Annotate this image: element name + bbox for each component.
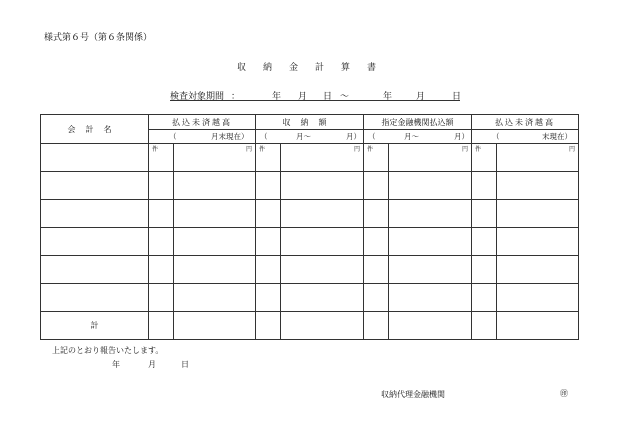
subheader-bank-paid: （ 月～ 月） bbox=[364, 130, 472, 144]
count-cell[interactable] bbox=[256, 256, 281, 284]
document-title: 収納金計算書 bbox=[236, 63, 393, 73]
count-cell[interactable] bbox=[364, 284, 389, 312]
unit-yen-label: 円 bbox=[497, 144, 579, 172]
report-year: 年 bbox=[112, 360, 120, 369]
count-cell[interactable] bbox=[256, 200, 281, 228]
period-start-day: 日 bbox=[323, 92, 333, 102]
count-cell[interactable] bbox=[149, 312, 174, 340]
amount-cell[interactable] bbox=[174, 284, 256, 312]
amount-cell[interactable] bbox=[389, 256, 472, 284]
count-cell[interactable] bbox=[256, 284, 281, 312]
count-cell[interactable] bbox=[256, 228, 281, 256]
account-cell[interactable] bbox=[41, 144, 149, 172]
table-row bbox=[41, 200, 579, 228]
period-start-month: 月 bbox=[298, 92, 308, 102]
count-cell[interactable] bbox=[364, 312, 389, 340]
count-cell[interactable] bbox=[472, 228, 497, 256]
total-label: 計 bbox=[41, 312, 149, 340]
account-cell[interactable] bbox=[41, 228, 149, 256]
header-unpaid-prev: 払込未済越高 bbox=[149, 115, 256, 130]
subheader-collected: （ 月～ 月） bbox=[256, 130, 364, 144]
amount-cell[interactable] bbox=[281, 312, 364, 340]
period-end-month: 月 bbox=[416, 92, 426, 102]
count-cell[interactable] bbox=[256, 312, 281, 340]
count-cell[interactable] bbox=[149, 172, 174, 200]
amount-cell[interactable] bbox=[497, 284, 579, 312]
amount-cell[interactable] bbox=[389, 312, 472, 340]
table-row bbox=[41, 172, 579, 200]
period-tilde: ～ bbox=[340, 92, 350, 102]
unit-yen-label: 円 bbox=[281, 144, 364, 172]
total-row bbox=[41, 312, 579, 340]
count-cell[interactable] bbox=[364, 200, 389, 228]
amount-cell[interactable] bbox=[389, 200, 472, 228]
count-cell[interactable] bbox=[256, 172, 281, 200]
period-start-year: 年 bbox=[272, 92, 282, 102]
period-colon: ： bbox=[231, 92, 241, 102]
amount-cell[interactable] bbox=[281, 228, 364, 256]
period-label: 検査対象期間 bbox=[170, 92, 225, 102]
amount-cell[interactable] bbox=[497, 200, 579, 228]
agent-bank-label: 収納代理金融機関 bbox=[381, 390, 445, 399]
amount-cell[interactable] bbox=[389, 172, 472, 200]
count-cell[interactable] bbox=[149, 228, 174, 256]
table-row bbox=[41, 228, 579, 256]
unit-count-label: 件 bbox=[472, 144, 497, 172]
count-cell[interactable] bbox=[364, 172, 389, 200]
period-underline bbox=[170, 100, 460, 101]
seal-mark: ㊞ bbox=[560, 389, 568, 398]
amount-cell[interactable] bbox=[281, 256, 364, 284]
amount-cell[interactable] bbox=[389, 228, 472, 256]
unit-yen-label: 円 bbox=[389, 144, 472, 172]
form-number: 様式第６号（第６条関係） bbox=[44, 33, 153, 43]
report-month: 月 bbox=[148, 360, 156, 369]
amount-cell[interactable] bbox=[497, 256, 579, 284]
amount-cell[interactable] bbox=[174, 312, 256, 340]
table-row bbox=[41, 256, 579, 284]
unit-yen-label: 円 bbox=[174, 144, 256, 172]
amount-cell[interactable] bbox=[174, 256, 256, 284]
count-cell[interactable] bbox=[472, 312, 497, 340]
subheader-unpaid-prev: （ 月末現在） bbox=[149, 130, 256, 144]
account-cell[interactable] bbox=[41, 172, 149, 200]
header-unpaid-next: 払込未済越高 bbox=[472, 115, 579, 130]
amount-cell[interactable] bbox=[174, 228, 256, 256]
unit-count-label: 件 bbox=[256, 144, 281, 172]
count-cell[interactable] bbox=[472, 200, 497, 228]
unit-count-label: 件 bbox=[364, 144, 389, 172]
amount-cell[interactable] bbox=[497, 312, 579, 340]
account-cell[interactable] bbox=[41, 256, 149, 284]
count-cell[interactable] bbox=[472, 284, 497, 312]
amount-cell[interactable] bbox=[497, 172, 579, 200]
amount-cell[interactable] bbox=[389, 284, 472, 312]
amount-cell[interactable] bbox=[497, 228, 579, 256]
count-cell[interactable] bbox=[149, 256, 174, 284]
amount-cell[interactable] bbox=[174, 200, 256, 228]
header-bank-paid: 指定金融機関払込額 bbox=[364, 115, 472, 130]
report-statement: 上記のとおり報告いたします。 bbox=[52, 346, 164, 355]
count-cell[interactable] bbox=[364, 228, 389, 256]
count-cell[interactable] bbox=[149, 284, 174, 312]
count-cell[interactable] bbox=[472, 172, 497, 200]
count-cell[interactable] bbox=[364, 256, 389, 284]
amount-cell[interactable] bbox=[281, 284, 364, 312]
table-row bbox=[41, 284, 579, 312]
header-collected: 収納額 bbox=[256, 115, 364, 130]
period-end-day: 日 bbox=[452, 92, 462, 102]
amount-cell[interactable] bbox=[281, 172, 364, 200]
amount-cell[interactable] bbox=[174, 172, 256, 200]
ledger-table bbox=[40, 114, 579, 340]
amount-cell[interactable] bbox=[281, 200, 364, 228]
count-cell[interactable] bbox=[472, 256, 497, 284]
account-cell[interactable] bbox=[41, 200, 149, 228]
period-end-year: 年 bbox=[383, 92, 393, 102]
account-cell[interactable] bbox=[41, 284, 149, 312]
unit-count-label: 件 bbox=[149, 144, 174, 172]
subheader-unpaid-next: （ 末現在） bbox=[472, 130, 579, 144]
header-account: 会計名 bbox=[41, 115, 149, 144]
report-day: 日 bbox=[181, 360, 189, 369]
count-cell[interactable] bbox=[149, 200, 174, 228]
